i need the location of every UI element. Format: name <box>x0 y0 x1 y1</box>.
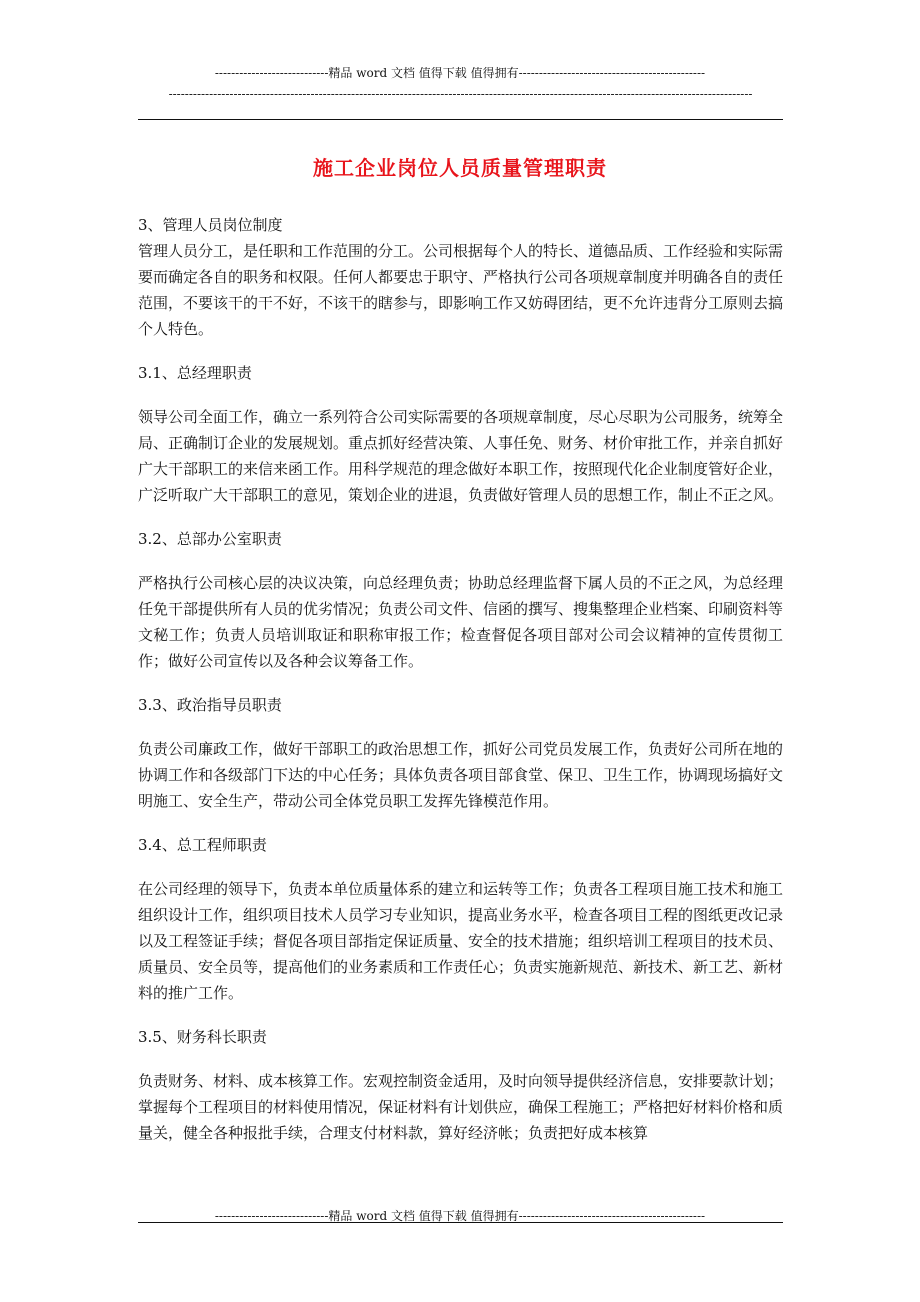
section-heading: 3.4、总工程师职责 <box>138 836 267 854</box>
header-rule <box>138 119 783 120</box>
footer-rule <box>138 1222 783 1223</box>
section-heading: 3、管理人员岗位制度 <box>138 216 283 234</box>
section-paragraph: 在公司经理的领导下，负责本单位质量体系的建立和运转等工作；负责各工程项目施工技术和施工组织设计工作，组织项目技术人员学习专业知识，提高业务水平，检查各项目工程的图纸更改记录以及工程签证手续；督促各项目部指定保证质量、安全的技术措施；组织培训工程项目的技术员、质量员、安全员等，提高他们的业务素质和工作责任心；负责实施新规范、新技术、新工艺、新材料的推广工作。 <box>138 880 784 1002</box>
section-paragraph: 负责财务、材料、成本核算工作。宏观控制资金适用，及时向领导提供经济信息，安排要款计划；掌握每个工程项目的材料使用情况，保证材料有计划供应，确保工程施工；严格把好材料价格和质量关，健全各种报批手续，合理支付材料款，算好经济帐；负责把好成本核算 <box>138 1072 784 1142</box>
section-paragraph: 严格执行公司核心层的决议决策，向总经理负责；协助总经理监督下属人员的不正之风，为总经理任免干部提供所有人员的优劣情况；负责公司文件、信函的撰写、搜集整理企业档案、印刷资料等文秘工作；负责人员培训取证和职称审报工作；检查督促各项目部对公司会议精神的宣传贯彻工作；做好公司宣传以及各种会议筹备工作。 <box>138 574 784 670</box>
section-heading: 3.1、总经理职责 <box>138 364 252 382</box>
document-body <box>138 212 783 1146</box>
header-dash-line: ------------------------------------------------------------------------------------------------------------------------------------------------ <box>168 87 753 101</box>
section-heading: 3.3、政治指导员职责 <box>138 696 282 714</box>
section-paragraph: 负责公司廉政工作，做好干部职工的政治思想工作，抓好公司党员发展工作，负责好公司所在地的协调工作和各级部门下达的中心任务；具体负责各项目部食堂、保卫、卫生工作，协调现场搞好文明施工、安全生产，带动公司全体党员职工发挥先锋模范作用。 <box>138 740 784 810</box>
section-heading: 3.2、总部办公室职责 <box>138 530 282 548</box>
document-title: 施工企业岗位人员质量管理职责 <box>313 156 607 180</box>
section-paragraph: 领导公司全面工作，确立一系列符合公司实际需要的各项规章制度，尽心尽职为公司服务，统筹全局、正确制订企业的发展规划。重点抓好经营决策、人事任免、财务、材价审批工作，并亲自抓好广大干部职工的来信来函工作。用科学规范的理念做好本职工作，按照现代化企业制度管好企业，广泛听取广大干部职工的意见，策划企业的进退，负责做好管理人员的思想工作，制止不正之风。 <box>138 408 784 504</box>
section-heading: 3.5、财务科长职责 <box>138 1028 267 1046</box>
header-banner: ----------------------------精品 word 文档 值得下载 值得拥有---------------------------------------------- <box>214 66 706 80</box>
footer-banner: ----------------------------精品 word 文档 值得下载 值得拥有---------------------------------------------- <box>214 1209 706 1223</box>
section-paragraph: 管理人员分工，是任职和工作范围的分工。公司根据每个人的特长、道德品质、工作经验和实际需要而确定各自的职务和权限。任何人都要忠于职守、严格执行公司各项规章制度并明确各自的责任范围，不要该干的干不好，不该干的瞎参与，即影响工作又妨碍团结，更不允许违背分工原则去搞个人特色。 <box>138 242 784 338</box>
